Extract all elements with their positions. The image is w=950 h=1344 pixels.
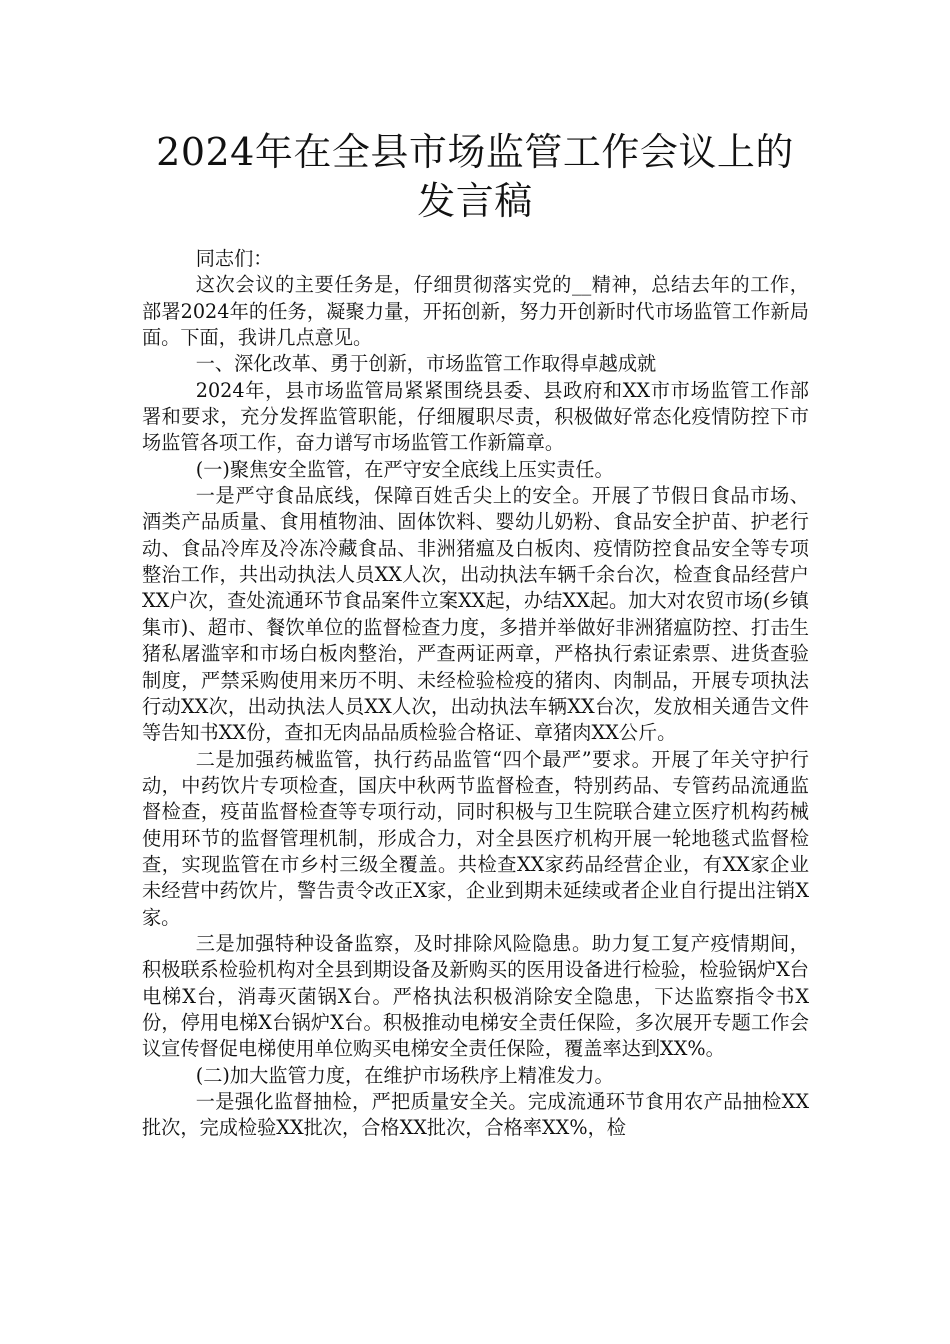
body-paragraph: 一是严守食品底线，保障百姓舌尖上的安全。开展了节假日食品市场、酒类产品质量、食用植物油、固体饮料、婴幼儿奶粉、食品安全护苗、护老行动、食品冷库及冷冻冷藏食品、非洲猪瘟及白板肉、疫情防控食品安全等专项整治工作，共出动执法人员XX人次，出动执法车辆千余台次，检查食品经营户XX户次，查处流通环节食品案件立案XX起，办结XX起。加大对农贸市场(乡镇集市)、超市、餐饮单位的监督检查力度，多措并举做好非洲猪瘟防控、打击生猪私屠滥宰和市场白板肉整治，严查两证两章，严格执行索证索票、进货查验制度，严禁采购使用来历不明、未经检验检疫的猪肉、肉制品，开展专项执法行动XX次，出动执法人员XX人次，出动执法车辆XX台次，发放相关通告文件等告知书XX份，查扣无肉品品质检验合格证、章猪肉XX公斤。: [142, 484, 809, 745]
intro-paragraph: 这次会议的主要任务是，仔细贯彻落实党的__精神，总结去年的工作，部署2024年的任务，凝聚力量，开拓创新，努力开创新时代市场监管工作新局面。下面，我讲几点意见。: [142, 273, 809, 350]
document-title: 2024年在全县市场监管工作会议上的发言稿: [156, 130, 794, 223]
subsection-heading-1: (一)聚焦安全监管，在严守安全底线上压实责任。: [195, 457, 614, 481]
body-paragraph: 三是加强特种设备监察，及时排除风险隐患。助力复工复产疫情期间，积极联系检验机构对全县到期设备及新购买的医用设备进行检验，检验锅炉X台电梯X台，消毒灭菌锅X台。严格执法积极消除安全隐患，下达监察指令书X份，停用电梯X台锅炉X台。积极推动电梯安全责任保险，多次展开专题工作会议宣传督促电梯使用单位购买电梯安全责任保险，覆盖率达到XX%。: [142, 931, 809, 1061]
subsection-heading-2: (二)加大监管力度，在维护市场秩序上精准发力。: [195, 1063, 614, 1087]
document-body: [142, 246, 809, 1142]
section-heading-1: 一、深化改革、勇于创新，市场监管工作取得卓越成就: [195, 352, 657, 376]
body-paragraph: 一是强化监督抽检，严把质量安全关。完成流通环节食用农产品抽检XX批次，完成检验XX批次，合格XX批次，合格率XX%，检: [142, 1090, 809, 1140]
salutation-paragraph: 同志们：: [195, 247, 273, 270]
body-paragraph: 2024年，县市场监管局紧紧围绕县委、县政府和XX市市场监管工作部署和要求，充分发挥监管职能，仔细履职尽责，积极做好常态化疫情防控下市场监管各项工作，奋力谱写市场监管工作新篇章。: [142, 378, 809, 455]
body-paragraph: 二是加强药械监管，执行药品监管“四个最严”要求。开展了年关守护行动，中药饮片专项检查，国庆中秋两节监督检查，特别药品、专管药品流通监督检查，疫苗监督检查等专项行动，同时积极与卫生院联合建立医疗机构药械使用环节的监督管理机制，形成合力，对全县医疗机构开展一轮地毯式监督检查，实现监管在市乡村三级全覆盖。共检查XX家药品经营企业，有XX家企业未经营中药饮片，警告责令改正X家，企业到期未延续或者企业自行提出注销X家。: [142, 747, 809, 929]
